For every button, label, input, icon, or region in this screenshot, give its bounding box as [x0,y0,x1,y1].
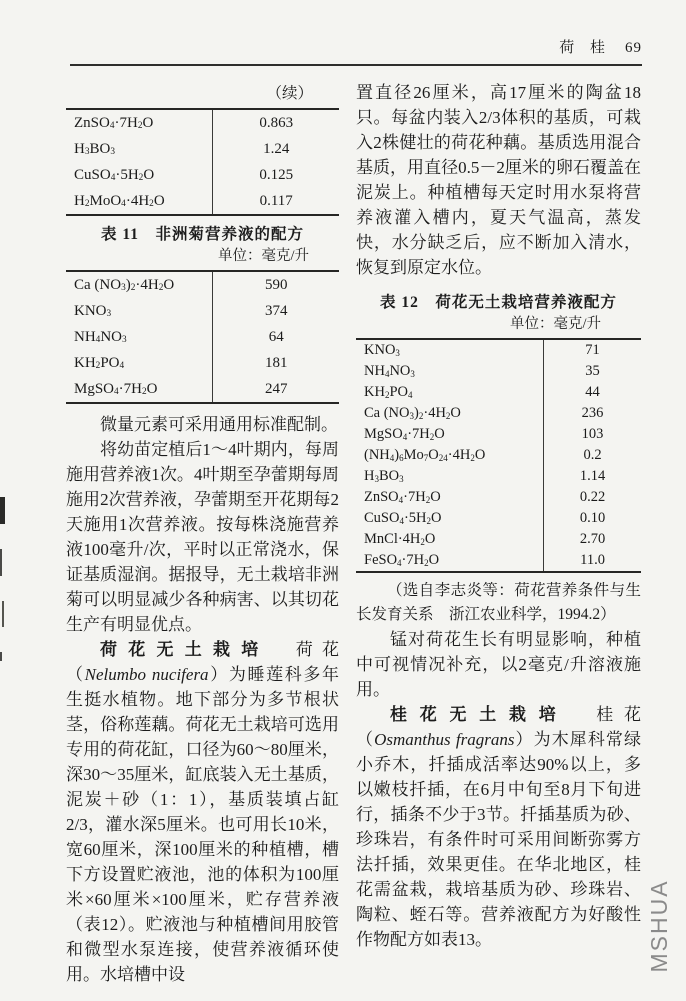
table-row [356,508,641,529]
table12 [356,338,641,573]
chemical-value: 44 [585,384,600,401]
section-heading-osmanthus: 桂花无土栽培 [390,705,569,724]
left-column [66,80,339,987]
table12-caption: 表 12 荷花无土栽培营养液配方 [380,294,617,311]
table-row [66,272,339,298]
paragraph-fertilizing-schedule: 将幼苗定植后1～4叶期内，每周施用营养液1次。4叶期至孕蕾期每周施用2次营养液，孕蕾期至开花期每2天施用1次营养液。按每株浇施营养液100毫升/次，平时以正常浇水，保证基质湿润。据报导，无土栽培非洲菊可以明显减少各种病害、以其切花生产有明显优点。 [66,440,339,634]
table-row [356,487,641,508]
scan-edge-mark [2,601,4,627]
table-micronutrients-continued [66,108,339,216]
chemical-value: 71 [585,342,600,359]
chemical-value: 0.125 [259,166,294,183]
section-lotus-hydroponics [66,637,339,987]
table-row [66,350,339,376]
scan-edge-mark [0,497,5,524]
table-row [356,340,641,361]
chemical-name: CuSO $_4$ ·5H $_2$ O [356,508,544,529]
table11-caption: 表 11 非洲菊营养液的配方 [100,226,305,243]
chemical-name: Ca (NO $_3$ ) $_2$ ·4H $_2$ O [66,272,213,298]
section-heading-lotus: 荷花无土栽培 [100,640,270,659]
chemical-value: 236 [581,405,604,422]
table-row [356,550,641,571]
table-row [66,324,339,350]
watermark-text: MSHUA [646,879,672,973]
scan-edge-mark [0,652,2,661]
paragraph-run: 桂花（ [356,705,641,749]
table11 [66,270,339,404]
scan-edge-mark [0,549,2,576]
table-row [356,445,641,466]
chemical-name: FeSO $_4$ ·7H $_2$ O [356,550,544,571]
table-row [356,466,641,487]
chemical-name: NH $_4$ NO $_3$ [356,361,544,382]
paragraph-trace-elements: 微量元素可采用通用标准配制。 [100,415,338,434]
chemical-value: 11.0 [580,552,605,569]
chemical-value: 0.22 [579,489,606,506]
table-row [66,136,339,162]
chemical-value: 1.14 [579,468,606,485]
chemical-name: H $_3$ BO $_3$ [66,136,213,162]
paragraph-run: ）为木犀科常绿小乔木，扦插成活率达90%以上，多以嫩枝扦插，在6月中旬至8月下旬进行，插条不少于3节。扦插基质为砂、珍珠岩，有条件时可采用间断弥雾方法扦插，效果更佳。在华北地区，桂花需盆栽，栽培基质为砂、珍珠岩、陶粒、蛭石等。营养液配方为好酸性作物配方如表13。 [356,730,641,949]
chemical-name: KH $_2$ PO $_4$ [66,350,213,376]
chemical-name: MgSO $_4$ ·7H $_2$ O [66,376,213,402]
table-row [356,403,641,424]
latin-name-osmanthus: Osmanthus fragrans [374,730,515,749]
chemical-value: 374 [264,302,288,319]
table-row [66,298,339,324]
chemical-name: Ca (NO $_3$ ) $_2$ ·4H $_2$ O [356,403,544,424]
chemical-name: CuSO $_4$ ·5H $_2$ O [66,162,213,188]
table-row [356,529,641,550]
chemical-name: (NH $_4$ ) $_6$ Mo $_7$ O $_{24}$ ·4H $_2$ O [356,445,544,466]
table-row [66,188,339,214]
chemical-name: MnCl·4H $_2$ O [356,529,544,550]
chemical-value: 35 [585,363,600,380]
paragraph-run: 荷花（ [66,640,339,684]
table-row [356,361,641,382]
chemical-value: 590 [264,276,288,293]
chemical-name: NH $_4$ NO $_3$ [66,324,213,350]
chemical-value: 0.2 [583,447,602,464]
chemical-name: KNO $_3$ [66,298,213,324]
chemical-value: 0.863 [259,114,294,131]
table-row [356,382,641,403]
chemical-value: 0.10 [579,510,606,527]
chemical-value: 2.70 [579,531,606,548]
table-row [66,110,339,136]
page-header [0,36,642,57]
table-row [356,424,641,445]
header-rule [70,64,642,66]
chemical-value: 247 [264,380,288,397]
paragraph-run: ）为睡莲科多年生挺水植物。地下部分为多节根状茎，俗称莲藕。荷花无土栽培可选用专用的荷花缸，口径为60～80厘米，深30～35厘米，缸底装入无土基质，泥炭＋砂（1：1），基质装填占缸2/3，灌水深5厘米。也可用长10米，宽60厘米，深100厘米的种植槽，槽下方设置贮液池，池的体积为100厘米×60厘米×100厘米，贮存营养液（表12）。贮液池与种植槽间用胶管和微型水泵连接，使营养液循环使用。水培槽中设 [66,665,339,984]
chemical-name: ZnSO $_4$ ·7H $_2$ O [66,110,213,136]
chemical-value: 181 [264,354,288,371]
table-continued-marker: （续） [266,85,313,102]
chemical-name: MgSO $_4$ ·7H $_2$ O [356,424,544,445]
right-column [356,80,641,952]
running-title: 荷 桂 [559,40,611,56]
citation-source: （选自李志炎等：荷花营养条件与生长发育关系 浙江农业科学，1994.2） [356,582,641,623]
chemical-name: KNO $_3$ [356,340,544,361]
section-osmanthus-hydroponics [356,702,641,952]
chemical-value: 0.117 [259,192,293,209]
latin-name-nelumbo: Nelumbo nucifera [84,665,209,684]
table-row [66,376,339,402]
chemical-name: H $_3$ BO $_3$ [356,466,544,487]
chemical-value: 103 [581,426,604,443]
chemical-name: KH $_2$ PO $_4$ [356,382,544,403]
chemical-value: 64 [268,328,284,345]
chemical-name: H $_2$ MoO $_4$ ·4H $_2$ O [66,188,213,214]
table11-unit: 单位：毫克/升 [217,248,309,264]
paragraph-pot-setup: 置直径26厘米，高17厘米的陶盆18只。每盆内装入2/3体积的基质，可栽入2株健壮的荷花种藕。基质选用混合基质，用直径0.5－2厘米的卵石覆盖在泥炭上。种植槽每天定时用水泵将营养液灌入槽内，夏天气温高，蒸发快，水分缺乏后，应不断加入清水，恢复到原定水位。 [356,83,641,277]
table-row [66,162,339,188]
paragraph-manganese-note: 锰对荷花生长有明显影响，种植中可视情况补充，以2毫克/升溶液施用。 [356,630,641,699]
chemical-value: 1.24 [263,140,290,157]
chemical-name: ZnSO $_4$ ·7H $_2$ O [356,487,544,508]
page-number: 69 [625,40,642,56]
table12-unit: 单位：毫克/升 [509,316,601,332]
